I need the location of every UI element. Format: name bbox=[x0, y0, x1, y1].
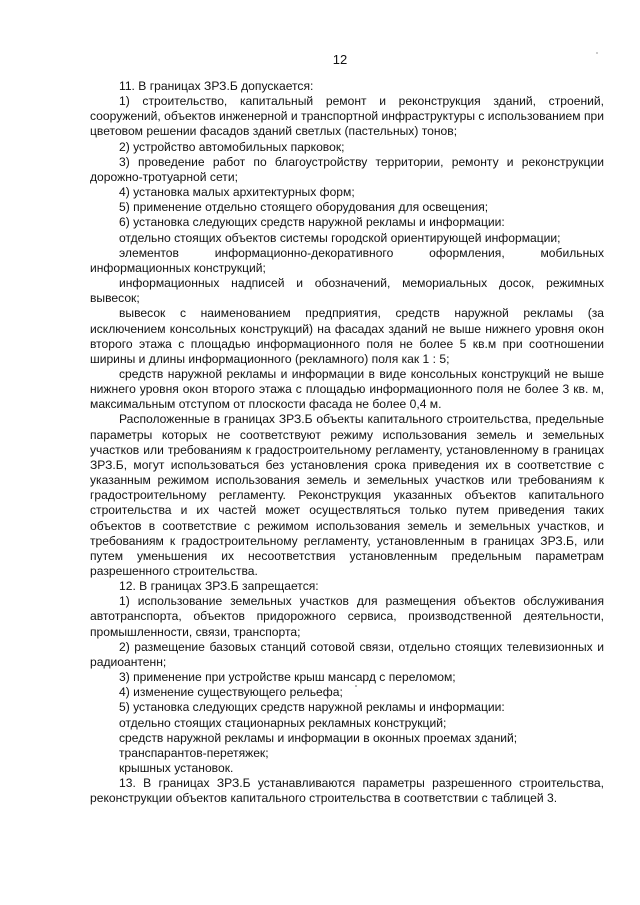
paragraph-12-item-5-sub-4: крышных установок. bbox=[119, 761, 234, 776]
paragraph-12-item-5: 5) установка следующих средств наружной рекламы и информации: bbox=[119, 700, 505, 715]
paragraph-12-item-5-sub-1: отдельно стоящих стационарных рекламных конструкций; bbox=[119, 715, 447, 730]
paragraph-11-item-6-sub-2: элементов информационно-декоративного оформления, мобильных информационных конструкций; bbox=[90, 245, 604, 275]
paragraph-12-item-2: 2) размещение базовых станций сотовой связи, отдельно стоящих телевизионных и радиоантенн; bbox=[90, 639, 604, 669]
paragraph-section-13: 13. В границах ЗРЗ.Б устанавливаются параметры разрешенного строительства, реконструкции объектов капитального строительства в соответствии с таблицей 3. bbox=[90, 776, 604, 806]
paragraph-11-item-4: 4) установка малых архитектурных форм; bbox=[119, 185, 355, 200]
paragraph-12-item-4: 4) изменение существующего рельефа; bbox=[119, 685, 343, 700]
paragraph-12-item-3: 3) применение при устройстве крыш мансард с переломом; bbox=[119, 670, 456, 685]
paragraph-11-item-5: 5) применение отдельно стоящего оборудования для освещения; bbox=[119, 200, 489, 215]
paragraph-11-item-6-sub-5: средств наружной рекламы и информации в виде консольных конструкций не выше нижнего уровня окон второго этажа с площадью информационного поля не более 3 кв. м, максимальным отступом от плоскости фасада не более 0,4 м. bbox=[90, 366, 604, 412]
paragraph-existing-objects: Расположенные в границах ЗРЗ.Б объекты капитального строительства, предельные параметры которых не соответствуют режиму использования земель и земельных участков или требованиям к градостроительному регламенту, установленному в границах ЗРЗ.Б, могут использоваться без установления срока приведения их в соответствие с указанным режимом использования земель и земельных участков или требованиям к градостроительному регламенту. Реконструкция указанных объектов капитального строительства и их частей может осуществляться только путем приведения таких объектов в соответствие с режимом использования земель и земельных участков, и требованиям к градостроительному регламенту, установленным в границах ЗРЗ.Б, или путем уменьшения их несоответствия установленным предельным параметрам разрешенного строительства. bbox=[90, 412, 604, 578]
paragraph-11-item-3: 3) проведение работ по благоустройству территории, ремонту и реконструкции дорожно-тротуарной сети; bbox=[90, 154, 604, 184]
paragraph-section-11-heading: 11. В границах ЗРЗ.Б допускается: bbox=[119, 79, 314, 93]
paragraph-11-item-6-sub-1: отдельно стоящих объектов системы городской ориентирующей информации; bbox=[119, 230, 561, 245]
paragraph-11-item-6: 6) установка следующих средств наружной рекламы и информации: bbox=[119, 215, 505, 230]
paragraph-11-item-2: 2) устройство автомобильных парковок; bbox=[119, 139, 345, 154]
paragraph-11-item-1: 1) строительство, капитальный ремонт и реконструкция зданий, строений, сооружений, объектов инженерной и транспортной инфраструктуры с использованием при цветовом решении фасадов зданий светлых (пастельных) тонов; bbox=[90, 94, 604, 139]
paragraph-12-item-5-sub-2: средств наружной рекламы и информации в оконных проемах зданий; bbox=[119, 730, 518, 745]
page-number: 12 bbox=[332, 52, 348, 67]
paragraph-section-12-heading: 12. В границах ЗРЗ.Б запрещается: bbox=[119, 579, 319, 594]
paragraph-12-item-5-sub-3: транспарантов-перетяжек; bbox=[119, 745, 269, 760]
paragraph-12-item-1: 1) использование земельных участков для размещения объектов обслуживания автотранспорта, объектов придорожного сервиса, производственной деятельности, промышленности, связи, транспорта; bbox=[90, 594, 604, 639]
paragraph-11-item-6-sub-4: вывесок с наименованием предприятия, средств наружной рекламы (за исключением консольных конструкций) на фасадах зданий не выше нижнего уровня окон второго этажа с площадью информационного поля не более 5 кв.м при соотношении ширины и длины информационного (рекламного) поля как 1 : 5; bbox=[90, 306, 604, 366]
document-body bbox=[90, 79, 604, 807]
scan-speck bbox=[596, 52, 598, 54]
paragraph-11-item-6-sub-3: информационных надписей и обозначений, мемориальных досок, режимных вывесок; bbox=[90, 276, 604, 306]
